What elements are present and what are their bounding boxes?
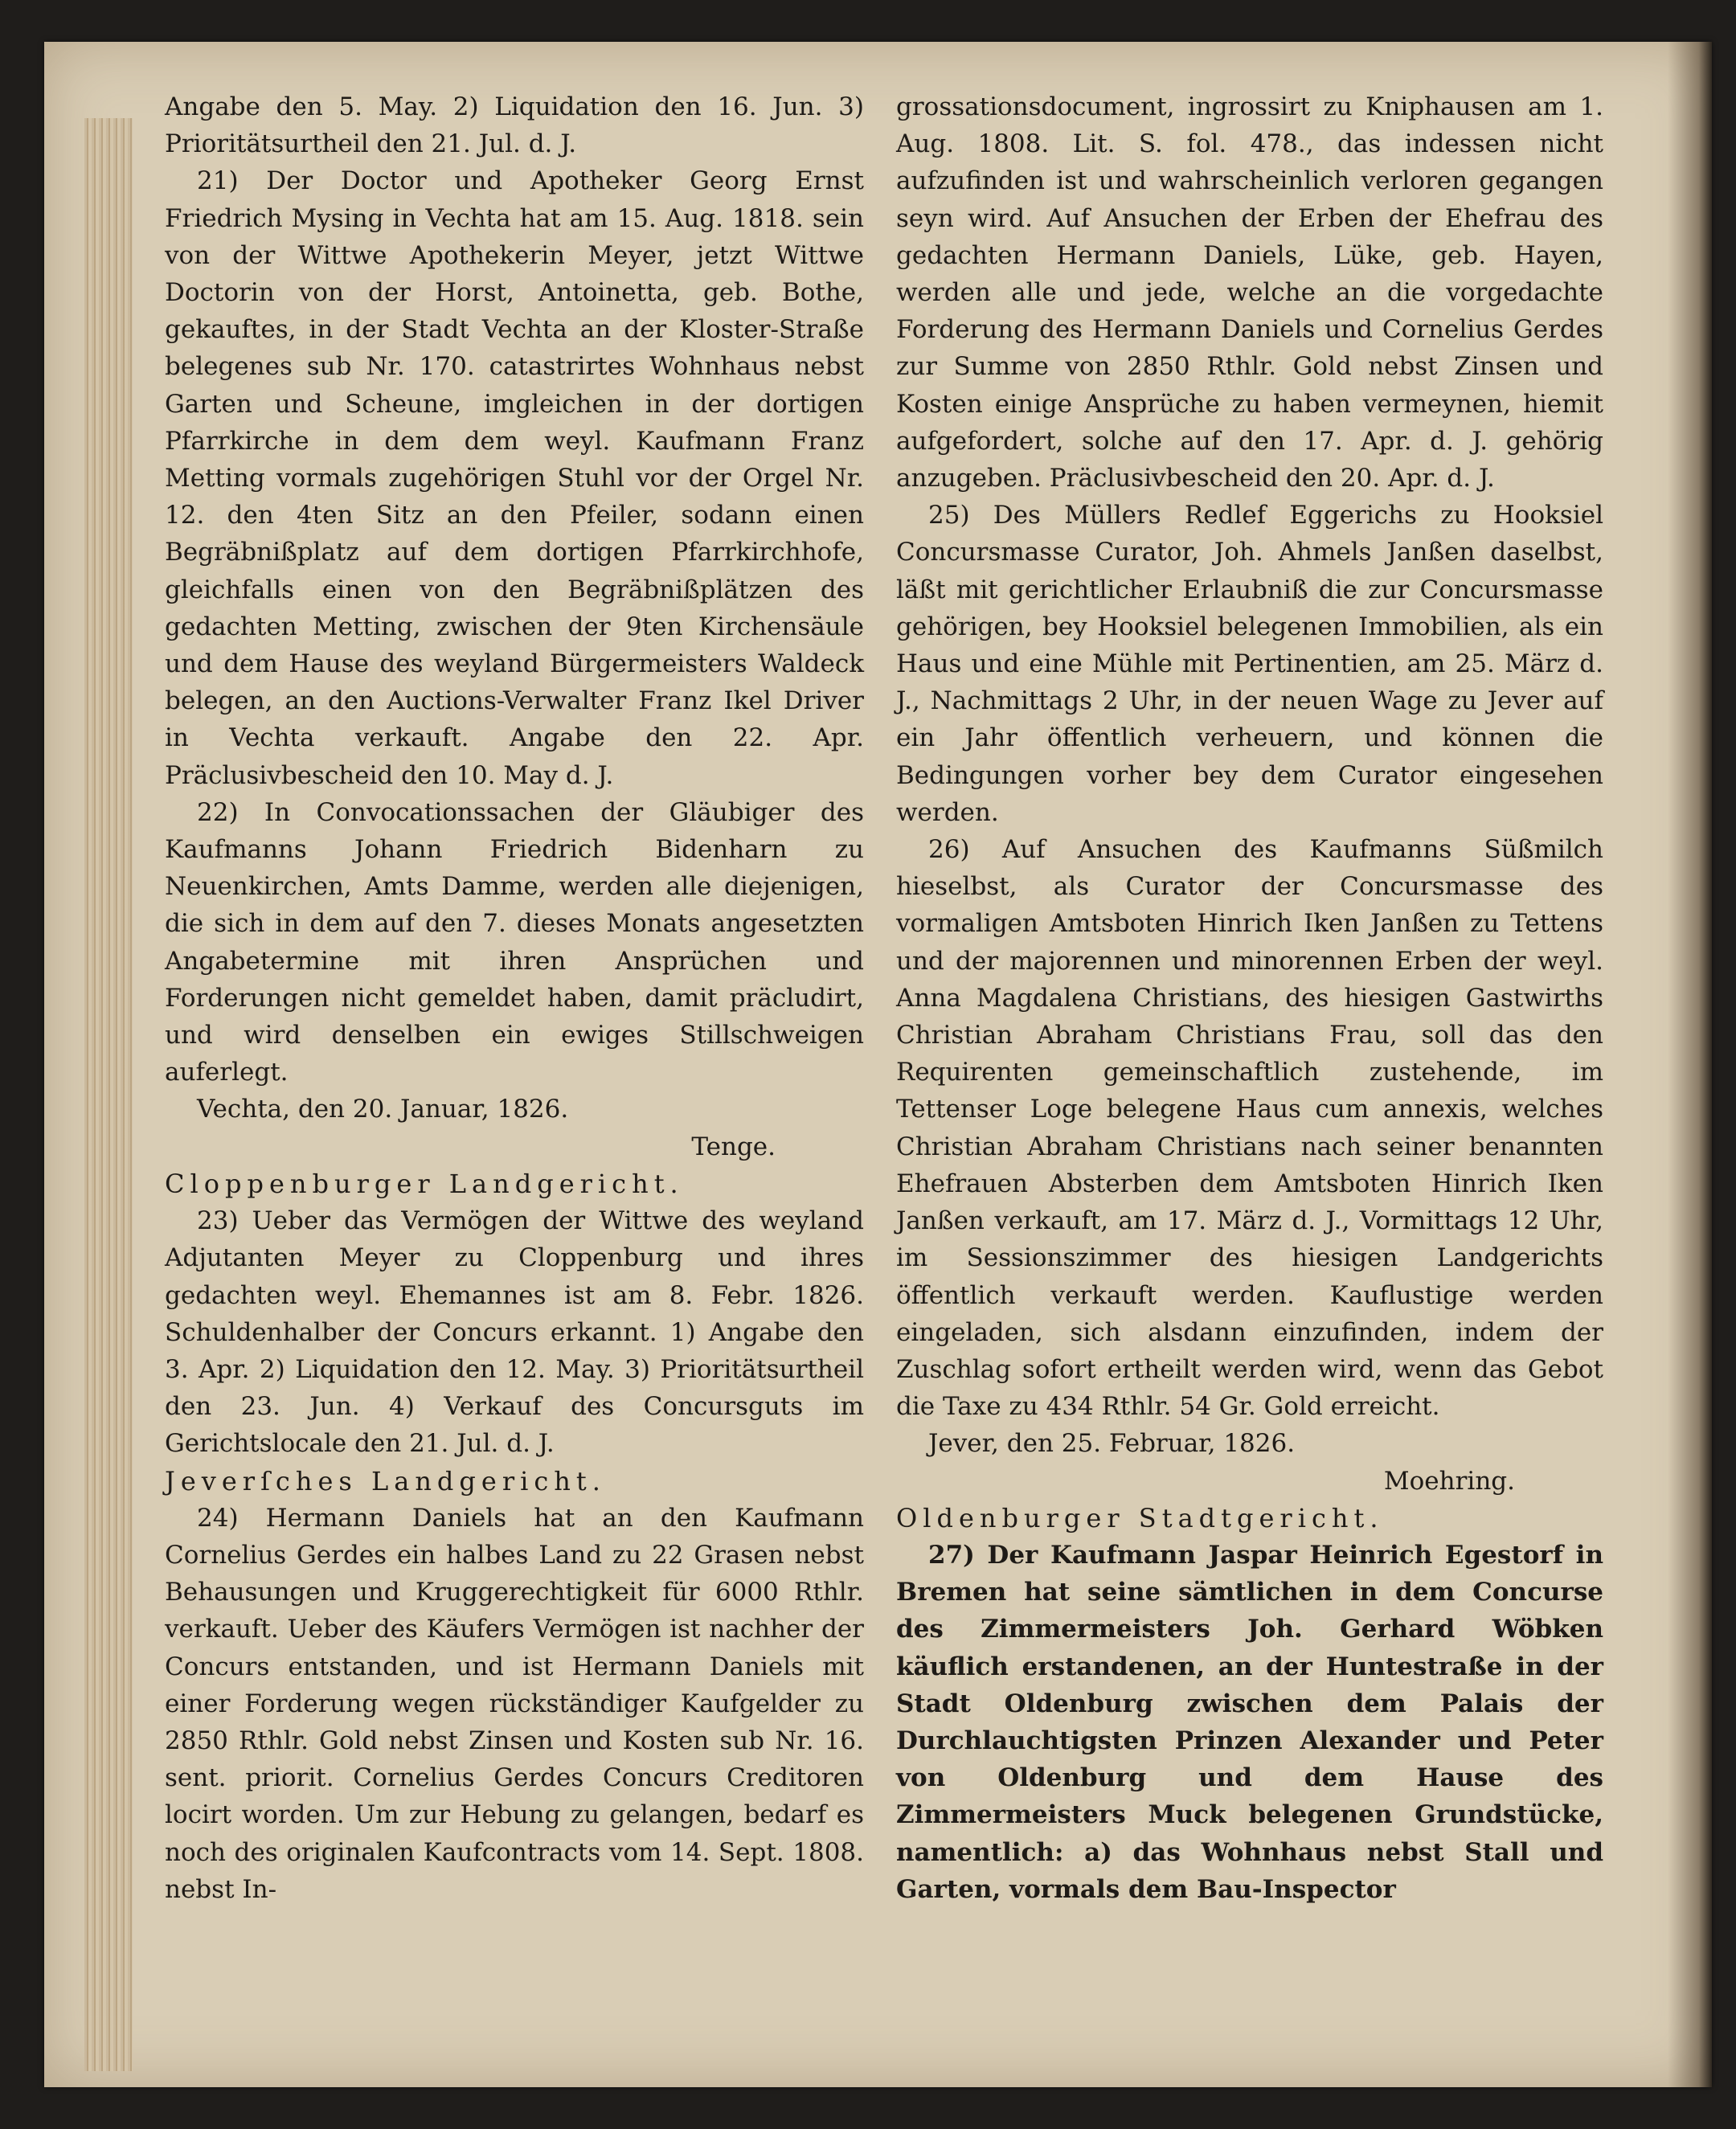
place-date-vechta: Vechta, den 20. Januar, 1826. [197,1095,569,1124]
section-heading-jever: Jeverſches Landgericht. [165,1465,606,1496]
paragraph-21: 21) Der Doctor und Apotheker Georg Ernst Friedrich Mysing in Vechta hat am 15. Aug. 1818. sein von der Wittwe Apothekerin Meyer, jetzt Wittwe Doctorin von der Horst, Antoinetta, geb. Bothe, gekauftes, in der Stadt Vechta an der Kloster-Straße belegenes sub Nr. 170. catastrirtes Wohnhaus nebst Garten und Scheune, imgleichen in der dortigen Pfarrkirche in dem dem weyl. Kaufmann Franz Metting vormals zugehörigen Stuhl vor der Orgel Nr. 12. den 4ten Sitz an den Pfeiler, sodann einen Begräbnißplatz auf dem dortigen Pfarrkirchhofe, gleichfalls einen von den Begräbnißplätzen des gedachten Metting, zwischen der 9ten Kirchensäule und dem Hause des weyland Bürgermeisters Waldeck belegen, an den Auctions-Verwalter Franz Ikel Driver in Vechta verkauft. Angabe den 22. Apr. Präclusivbescheid den 10. May d. J. [165,166,864,790]
right-column [896,88,1603,1908]
signature-tenge: Tenge. [691,1132,776,1161]
paragraph-26: 26) Auf Ansuchen des Kaufmanns Süßmilch hieselbst, als Curator der Concursmasse des vormaligen Amtsboten Hinrich Iken Janßen zu Tettens und der majorennen und minorennen Erben der weyl. Anna Magdalena Christians, des hiesigen Gastwirths Christian Abraham Christians Frau, soll das den Requirenten gemeinschaftlich zustehende, im Tettenser Loge belegene Haus cum annexis, welches Christian Abraham Christians nach seiner benannten Ehefrauen Absterben dem Amtsboten Hinrich Iken Janßen verkauft, am 17. März d. J., Vormittags 12 Uhr, im Sessionszimmer des hiesigen Landgerichts öffentlich verkauft werden. Kauflustige werden eingeladen, sich alsdann einzufinden, indem der Zuschlag sofort ertheilt werden wird, wenn das Gebot die Taxe zu 434 Rthlr. 54 Gr. Gold erreicht. [896,835,1603,1422]
paragraph-23: 23) Ueber das Vermögen der Wittwe des weyland Adjutanten Meyer zu Cloppenburg und ihres gedachten weyl. Ehemannes ist am 8. Febr. 1826. Schuldenhalber der Concurs erkannt. 1) Angabe den 3. Apr. 2) Liquidation den 12. May. 3) Prioritätsurtheil den 23. Jun. 4) Verkauf des Concursguts im Gerichtslocale den 21. Jul. d. J. [165,1206,864,1459]
paragraph-22: 22) In Convocationssachen der Gläubiger des Kaufmanns Johann Friedrich Bidenharn zu Neuenkirchen, Amts Damme, werden alle diejenigen, die sich in dem auf den 7. dieses Monats angesetzten Angabetermine mit ihren Ansprüchen und Forderungen nicht gemeldet haben, damit präcludirt, und wird denselben ein ewiges Stillschweigen auferlegt. [165,797,864,1087]
book-gutter-shadow [1668,42,1712,2087]
section-heading-cloppenburg: Cloppenburger Landgericht. [165,1168,684,1199]
paragraph-24: 24) Hermann Daniels hat an den Kaufmann Cornelius Gerdes ein halbes Land zu 22 Grasen nebst Behausungen und Kruggerechtigkeit für 6000 Rthlr. verkauft. Ueber des Käufers Vermögen ist nachher der Concurs entstanden, und ist Hermann Daniels mit einer Forderung wegen rückständiger Kaufgelder zu 2850 Rthlr. Gold nebst Zinsen und Kosten sub Nr. 16. sent. priorit. Cornelius Gerdes Concurs Creditoren locirt worden. Um zur Hebung zu gelangen, bedarf es noch des originalen Kaufcontracts vom 14. Sept. 1808. nebst In- [165,1503,864,1904]
paragraph-27: 27) Der Kaufmann Jaspar Heinrich Egestorf in Bremen hat seine sämtlichen in dem Concurse des Zimmermeisters Joh. Gerhard Wöbken käuflich erstandenen, an der Huntestraße in der Stadt Oldenburg zwischen dem Palais der Durchlauchtigsten Prinzen Alexander und Peter von Oldenburg und dem Hause des Zimmermeisters Muck belegenen Grundstücke, namentlich: a) das Wohnhaus nebst Stall und Garten, vormals dem Bau-Inspector [896,1540,1603,1904]
paragraph-25: 25) Des Müllers Redlef Eggerichs zu Hooksiel Concursmasse Curator, Joh. Ahmels Janßen daselbst, läßt mit gerichtlicher Erlaubniß die zur Concursmasse gehörigen, bey Hooksiel belegenen Immobilien, als ein Haus und eine Mühle mit Pertinentien, am 25. März d. J., Nachmittags 2 Uhr, in der neuen Wage zu Jever auf ein Jahr öffentlich verheuern, und können die Bedingungen vorher bey dem Curator eingesehen werden. [896,501,1603,827]
paragraph-24-continuation: grossationsdocument, ingrossirt zu Kniphausen am 1. Aug. 1808. Lit. S. fol. 478., das indessen nicht aufzufinden ist und wahrscheinlich verloren gegangen seyn wird. Auf Ansuchen der Erben der Ehefrau des gedachten Hermann Daniels, Lüke, geb. Hayen, werden alle und jede, welche an die vorgedachte Forderung des Hermann Daniels und Cornelius Gerdes zur Summe von 2850 Rthlr. Gold nebst Zinsen und Kosten einige Ansprüche zu haben vermeynen, hiemit aufgefordert, solche auf den 17. Apr. d. J. gehörig anzugeben. Präclusivbescheid den 20. Apr. d. J. [896,92,1603,493]
place-date-jever: Jever, den 25. Februar, 1826. [928,1429,1296,1459]
page-edge-stack [84,118,133,2071]
signature-moehring: Moehring. [1383,1466,1515,1496]
left-column [165,88,864,1908]
section-heading-oldenburg: Oldenburger Stadtgericht. [896,1502,1384,1533]
paragraph-continuation: Angabe den 5. May. 2) Liquidation den 16. Jun. 3) Prioritätsurtheil den 21. Jul. d. J. [165,92,864,159]
